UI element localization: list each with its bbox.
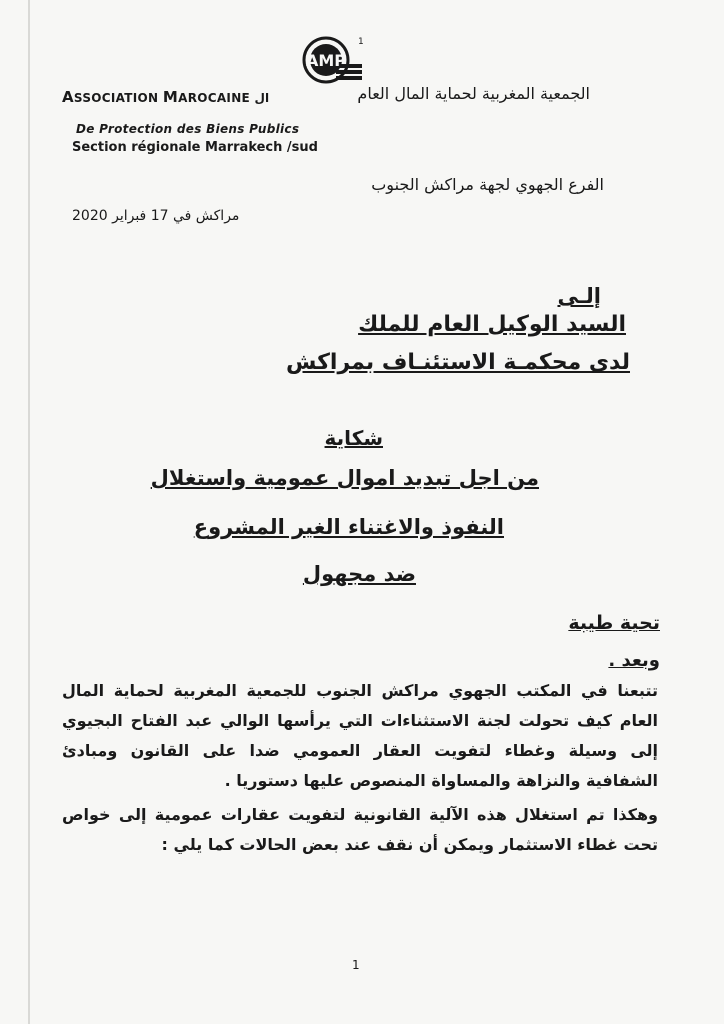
subject-line-2: النفوذ والاغتناء الغير المشروع (193, 515, 504, 539)
complaint-heading: شكاية (324, 426, 383, 450)
recipient-court: لدى محكمـة الاستئنـاف بمراكش (286, 350, 630, 375)
body-paragraph-2: وهكذا تم استغلال هذه الآلية القانونية لتفويت عقارات عمومية إلى خواص تحت غطاء الاستثمار ويمكن أن نقف عند بعض الحالات كما يلي : (62, 805, 658, 854)
french-association-subtitle: De Protection des Biens Publics (76, 122, 300, 136)
association-logo (296, 30, 368, 86)
french-section-name: Section régionale Marrakech /sud (72, 140, 318, 155)
arabic-branch-name: الفرع الجهوي لجهة مراكش الجنوب (371, 175, 604, 194)
french-association-name: ASSOCIATION MAROCAINE ال (62, 88, 270, 106)
logo-letters: AMP (305, 51, 347, 70)
greeting: تحية طيبة (568, 612, 660, 634)
amp-logo-icon (296, 30, 368, 86)
logo-superscript: 1 (358, 37, 364, 47)
arabic-association-name: الجمعية المغربية لحماية المال العام (357, 84, 590, 103)
letter-date: مراكش في 17 فبراير 2020 (72, 208, 240, 224)
page-edge-shadow (28, 0, 30, 1024)
subject-line-3: ضد مجهول (302, 562, 416, 586)
body-paragraph-1: تتبعنا في المكتب الجهوي مراكش الجنوب للجمعية المغربية لحماية المال العام كيف تحولت لجنة الاستثناءات التي يرأسها الوالي عبد الفتاح البجيوي إلى وسيلة وغطاء لتفويت العقار العمومي ضدا على القانون ومبادئ الشفافية والنزاهة والمساواة المنصوص عليها دستوريا . (62, 681, 658, 790)
recipient-title: السيد الوكيل العام للملك (358, 312, 626, 337)
subject-line-1: من اجل تبديد اموال عمومية واستغلال (150, 466, 539, 490)
page-number: 1 (352, 958, 360, 972)
salutation-after: وبعد . (608, 650, 660, 671)
recipient-to: إلـى (557, 284, 601, 308)
